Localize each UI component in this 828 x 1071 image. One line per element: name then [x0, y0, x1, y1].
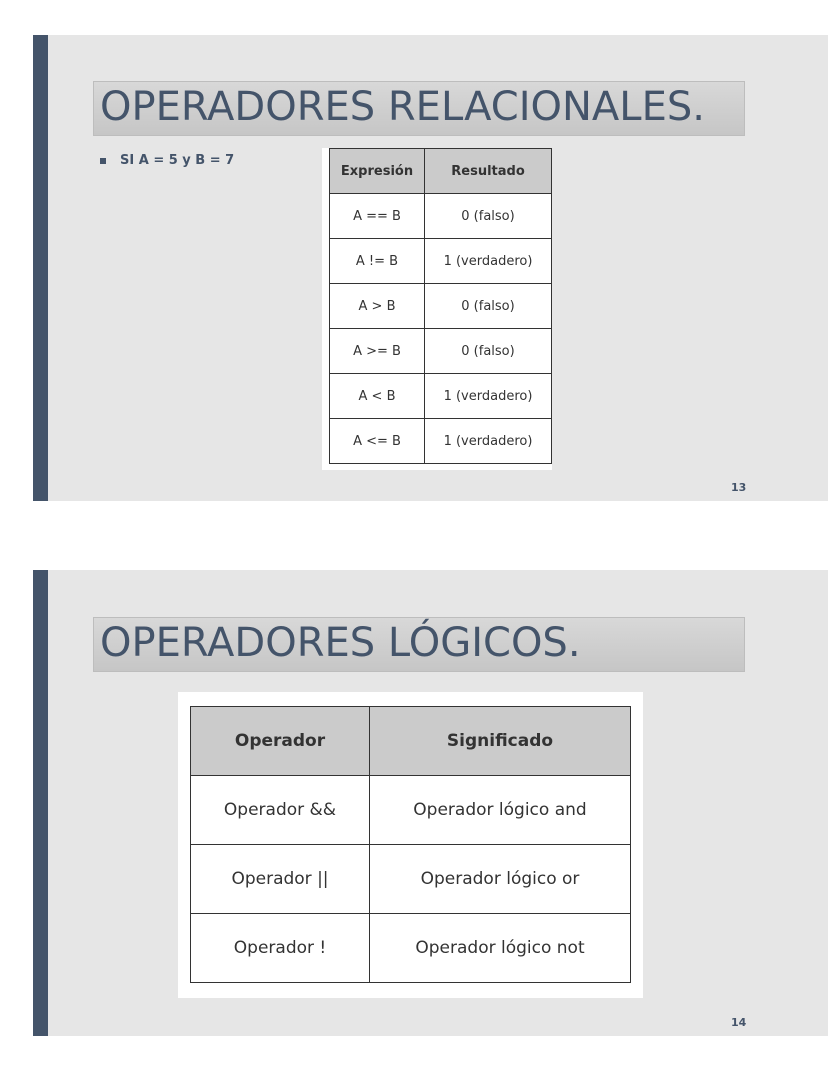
- cell: 1 (verdadero): [425, 374, 552, 419]
- page-number: 13: [731, 481, 747, 494]
- slide-title: OPERADORES RELACIONALES.: [100, 84, 705, 130]
- slide-title: OPERADORES LÓGICOS.: [100, 620, 581, 666]
- cell: Operador !: [191, 914, 370, 983]
- cell: 0 (falso): [425, 284, 552, 329]
- cell: A > B: [330, 284, 425, 329]
- header-cell: Significado: [370, 707, 631, 776]
- cell: A < B: [330, 374, 425, 419]
- cell: Operador lógico and: [370, 776, 631, 845]
- table-row: [330, 419, 552, 464]
- cell: 0 (falso): [425, 329, 552, 374]
- bullet-text: SI A = 5 y B = 7: [120, 153, 235, 168]
- bullet-square-icon: [100, 158, 106, 164]
- table-header-row: [191, 707, 631, 776]
- cell: Operador lógico not: [370, 914, 631, 983]
- header-cell: Resultado: [425, 149, 552, 194]
- cell: A != B: [330, 239, 425, 284]
- slide-14: [33, 570, 828, 1036]
- slide-title-box: [93, 81, 745, 136]
- cell: Operador lógico or: [370, 845, 631, 914]
- table-row: [191, 845, 631, 914]
- table-row: [330, 374, 552, 419]
- slide-title-box: [93, 617, 745, 672]
- cell: Operador ||: [191, 845, 370, 914]
- relational-table: [329, 148, 552, 464]
- table-header-row: [330, 149, 552, 194]
- logical-table: [190, 706, 631, 983]
- cell: 0 (falso): [425, 194, 552, 239]
- header-cell: Expresión: [330, 149, 425, 194]
- table-row: [191, 776, 631, 845]
- cell: Operador &&: [191, 776, 370, 845]
- accent-bar: [33, 35, 48, 501]
- page-number: 14: [731, 1016, 747, 1029]
- cell: A <= B: [330, 419, 425, 464]
- bullet-item: [100, 153, 234, 168]
- table-row: [330, 284, 552, 329]
- table-row: [191, 914, 631, 983]
- header-cell: Operador: [191, 707, 370, 776]
- table-row: [330, 239, 552, 284]
- table-row: [330, 329, 552, 374]
- cell: A >= B: [330, 329, 425, 374]
- cell: A == B: [330, 194, 425, 239]
- accent-bar: [33, 570, 48, 1036]
- cell: 1 (verdadero): [425, 239, 552, 284]
- cell: 1 (verdadero): [425, 419, 552, 464]
- table-row: [330, 194, 552, 239]
- slide-13: [33, 35, 828, 501]
